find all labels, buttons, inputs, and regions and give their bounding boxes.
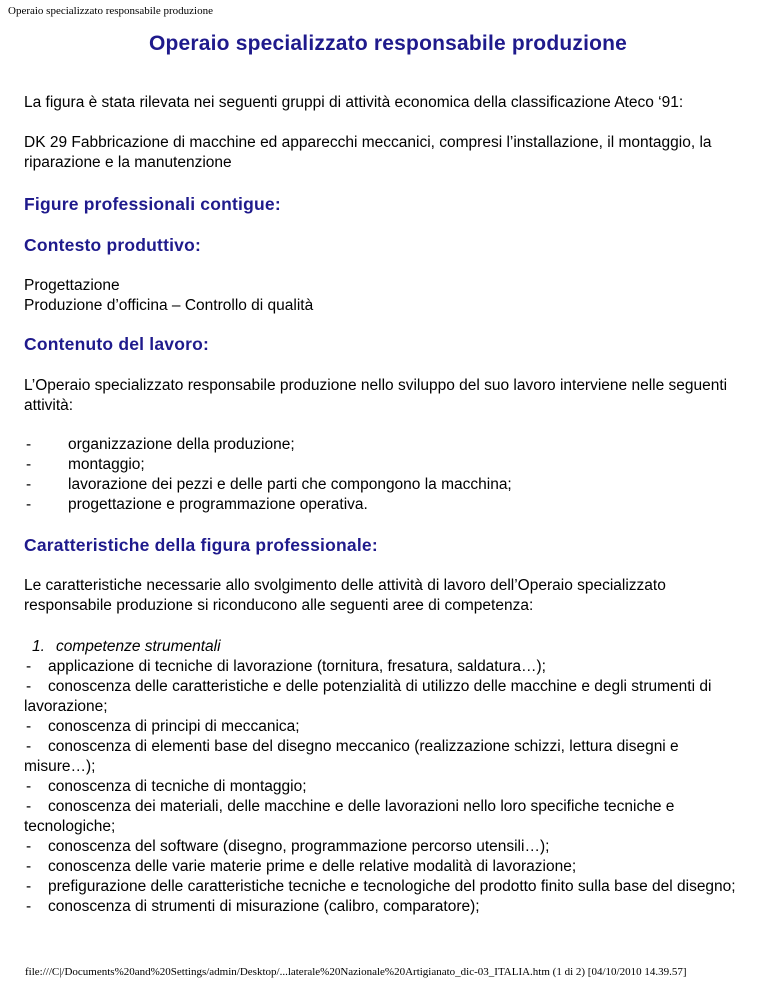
list-item <box>24 677 752 717</box>
competenze-number: 1. <box>32 638 45 655</box>
dash-bullet: - <box>26 476 32 493</box>
heading-contesto-produttivo: Contesto produttivo: <box>24 235 202 255</box>
list-item-text: progettazione e programmazione operativa. <box>68 496 368 513</box>
dash-bullet: - <box>26 436 32 453</box>
list-item <box>24 475 752 495</box>
list-item <box>24 435 752 455</box>
list-item-text: prefigurazione delle caratteristiche tecniche e tecnologiche del prodotto finito sulla base del disegno; <box>48 878 736 895</box>
list-item <box>24 717 752 737</box>
list-item-text: conoscenza di strumenti di misurazione (calibro, comparatore); <box>48 898 480 915</box>
list-item <box>24 857 752 877</box>
dash-bullet: - <box>26 456 32 473</box>
list-item-text: conoscenza dei materiali, delle macchine e delle lavorazioni nello loro specifiche tecniche e tecnologiche; <box>24 798 675 835</box>
dash-bullet: - <box>26 798 32 815</box>
caratteristiche-intro: Le caratteristiche necessarie allo svolgimento delle attività di lavoro dell’Operaio specializzato responsabile produzione si riconducono alle seguenti aree di competenza: <box>24 577 666 614</box>
dash-bullet: - <box>26 658 32 675</box>
list-item-text: conoscenza di tecniche di montaggio; <box>48 778 307 795</box>
heading-contenuto-lavoro: Contenuto del lavoro: <box>24 334 210 354</box>
list-item-text: montaggio; <box>68 456 145 473</box>
contesto-lines <box>24 276 752 316</box>
list-item <box>24 777 752 797</box>
heading-caratteristiche: Caratteristiche della figura professionale: <box>24 535 378 555</box>
contenuto-intro: L’Operaio specializzato responsabile produzione nello sviluppo del suo lavoro interviene nelle seguenti attività: <box>24 377 728 414</box>
page-title: Operaio specializzato responsabile produzione <box>148 32 628 55</box>
dash-bullet: - <box>26 738 32 755</box>
competenze-heading-text: competenze strumentali <box>56 638 221 655</box>
dash-bullet: - <box>26 858 32 875</box>
list-item-text: conoscenza delle caratteristiche e delle potenzialità di utilizzo delle macchine e degli strumenti di lavorazione; <box>24 678 712 715</box>
list-item-text: conoscenza di elementi base del disegno meccanico (realizzazione schizzi, lettura disegni e misure…); <box>24 738 679 775</box>
competenze-list <box>24 637 752 917</box>
list-item <box>24 737 752 777</box>
list-item <box>24 455 752 475</box>
list-item-text: applicazione di tecniche di lavorazione (tornitura, fresatura, saldatura…); <box>48 658 546 675</box>
attivita-list <box>24 435 752 515</box>
list-item <box>24 797 752 837</box>
list-item-text: organizzazione della produzione; <box>68 436 295 453</box>
dash-bullet: - <box>26 718 32 735</box>
list-item <box>24 877 752 897</box>
dash-bullet: - <box>26 838 32 855</box>
dash-bullet: - <box>26 878 32 895</box>
list-item-text: lavorazione dei pezzi e delle parti che compongono la macchina; <box>68 476 512 493</box>
ateco-group-paragraph: DK 29 Fabbricazione di macchine ed apparecchi meccanici, compresi l’installazione, il montaggio, la riparazione e la manutenzione <box>24 134 712 171</box>
list-item <box>24 657 752 677</box>
list-item <box>24 897 752 917</box>
heading-figure-contigue: Figure professionali contigue: <box>24 194 281 214</box>
contesto-line: Produzione d’officina – Controllo di qualità <box>24 297 314 314</box>
list-item <box>24 495 752 515</box>
dash-bullet: - <box>26 678 32 695</box>
dash-bullet: - <box>26 496 32 513</box>
list-item-text: conoscenza del software (disegno, programmazione percorso utensili…); <box>48 838 550 855</box>
contesto-line: Progettazione <box>24 277 120 294</box>
list-item <box>24 837 752 857</box>
document-page <box>24 30 752 917</box>
list-item-text: conoscenza di principi di meccanica; <box>48 718 300 735</box>
print-header: Operaio specializzato responsabile produzione <box>8 5 213 17</box>
dash-bullet: - <box>26 778 32 795</box>
dash-bullet: - <box>26 898 32 915</box>
print-footer-url: file:///C|/Documents%20and%20Settings/admin/Desktop/...laterale%20Nazionale%20Artigianato_dic-03_ITALIA.htm (1 di 2) [04/10/2010 14.39.57] <box>25 966 687 978</box>
list-item-text: conoscenza delle varie materie prime e delle relative modalità di lavorazione; <box>48 858 577 875</box>
competenze-heading <box>24 637 752 657</box>
intro-paragraph: La figura è stata rilevata nei seguenti gruppi di attività economica della classificazione Ateco ‘91: <box>24 94 684 111</box>
